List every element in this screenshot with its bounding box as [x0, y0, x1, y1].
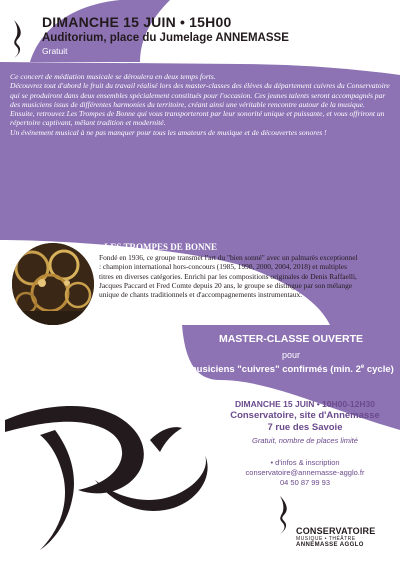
intro-text: [10, 72, 390, 137]
masterclass-session: [210, 399, 400, 446]
masterclass-date-time: DIMANCHE 15 JUIN • 10H00-12H30: [235, 399, 375, 409]
masterclass-audience: musiciens "cuivres" confirmés (min. 2e cycle): [188, 364, 394, 376]
logo-subtitle: MUSIQUE • THÉÂTRE: [296, 536, 356, 542]
intro-paragraph: Un événement musical à ne pas manquer pour tous les amateurs de musique et de découvertes sonores !: [10, 127, 327, 137]
logo-name: CONSERVATOIRE: [296, 526, 376, 536]
intro-paragraph: Ensuite, retrouvez Les Trompes de Bonne qui vous transporteront par leur sonorité unique et puissante, et vous offriront un répertoire captivant, mêlant tradition et modernité.: [10, 109, 385, 128]
trompes-section: [99, 243, 361, 299]
masterclass-pour: pour: [281, 350, 300, 360]
logo-city: ANNEMASSE AGGLO: [296, 542, 364, 548]
contact-block: [210, 458, 400, 487]
concert-price: Gratuit: [42, 46, 68, 56]
trompes-title: • LES TROMPES DE BONNE: [99, 242, 218, 252]
trompes-group-photo: [12, 243, 94, 325]
masterclass-note: Gratuit, nombre de places limité: [252, 436, 358, 445]
trompes-body: Fondé en 1936, ce groupe transmet l'art du "bien sonné" avec un palmarès exceptionnel : champion international hors-concours (1985, 1998, 2000, 2004, 2018) et multiples titres en diverses catégories. Enrichi par les compositions originales de Denis Raffaelli, Jacques Paccard et Fred Comte depuis 20 ans, le groupe se distingue par son mélange unique de chants traditionnels et d'accompagnements instrumentaux.: [99, 253, 358, 300]
intro-paragraph: Découvrez tout d'abord le fruit du travail réalisé lors des master-classes des élèves du département cuivres du Conservatoire qui se produiront dans deux ensembles spécialement constitués pour l'occasion. Ces jeunes talents seront accompagnés par des musiciens issus de différentes harmonies du territoire, créant ainsi une véritable rencontre autour de la musique.: [10, 81, 390, 109]
contact-email[interactable]: conservatoire@annemasse-agglo.fr: [245, 467, 365, 477]
masterclass-address: 7 rue des Savoie: [267, 421, 343, 433]
masterclass-location: Conservatoire, site d'Annemasse: [230, 410, 380, 421]
contact-phone[interactable]: 04 50 87 99 93: [279, 477, 331, 487]
concert-date-time: DIMANCHE 15 JUIN • 15H00: [42, 14, 232, 30]
conservatoire-logo: [296, 526, 375, 548]
contact-heading: • d'infos & inscription: [270, 458, 340, 467]
concert-venue: Auditorium, place du Jumelage ANNEMASSE: [42, 32, 289, 44]
intro-paragraph: Ce concert de médiation musicale se déroulera en deux temps forts.: [10, 72, 216, 81]
masterclass-title: MASTER-CLASSE OUVERTE: [218, 333, 364, 345]
masterclass-heading: [182, 333, 400, 376]
